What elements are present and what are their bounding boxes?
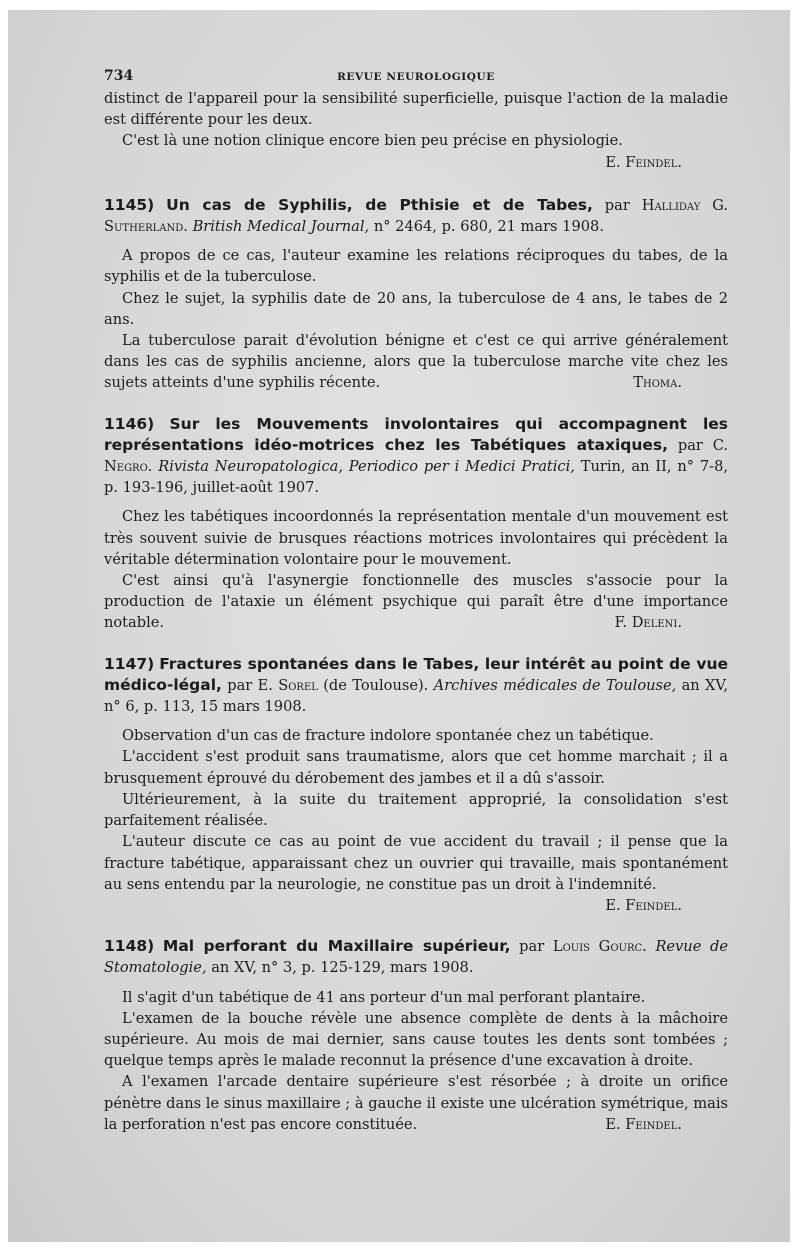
article-paragraph: Ultérieurement, à la suite du traitement approprié, la consolidation s'est parfaitement réalisée.	[104, 790, 728, 830]
article-paragraph: L'accident s'est produit sans traumatisme, alors que cet homme marchait ; il a brusquement éprouvé du dérobement des jambes et il a dû s'assoir.	[104, 748, 728, 787]
article-paragraph: Observation d'un cas de fracture indolore spontanée chez un tabétique.	[122, 727, 654, 745]
article-signature: E. Feindel.	[605, 1115, 682, 1133]
article-by: par	[604, 196, 630, 214]
article-author: Halliday G. Sutherland.	[104, 196, 728, 236]
page-number: 734	[104, 68, 134, 84]
article-author-location: (de Toulouse).	[323, 676, 429, 694]
article-number: 1145)	[104, 195, 155, 214]
article-paragraph-text: La tuberculose parait d'évolution bénigne et c'est ce qui arrive généralement dans les cas de syphilis ancienne, alors que la tuberculose marche vite chez les sujets atteints d'une syphilis récente.	[104, 332, 728, 392]
article-1146	[104, 414, 728, 634]
article-reference: Turin, an II, n° 7-8, p. 193-196, juillet-août 1907.	[104, 458, 729, 497]
document-page	[104, 66, 728, 1135]
article-paragraph-text: C'est ainsi qu'à l'asynergie fonctionnelle des muscles s'associe pour la production de l'ataxie un élément psychique qui paraît être d'une importance notable.	[104, 572, 728, 632]
article-author: C. Negro.	[104, 436, 728, 476]
article-paragraph: L'examen de la bouche révèle une absence complète de dents à la mâchoire supérieure. Au mois de mai dernier, sans cause toutes les dents sont tombées ; quelque temps après le malade reconnut la présence d'une excavation à droite.	[104, 1009, 728, 1070]
intro-paragraph-1: distinct de l'appareil pour la sensibilité superficielle, puisque l'action de la maladie est différente pour les deux.	[104, 90, 728, 129]
article-paragraph	[104, 330, 728, 394]
article-by: par	[519, 938, 545, 956]
article-1147	[104, 654, 728, 916]
article-paragraph-text: A l'examen l'arcade dentaire supérieure s'est résorbée ; à droite un orifice pénètre dans le sinus maxillaire ; à gauche il existe une ulcération symétrique, mais la perforation n'est pas encore constituée.	[104, 1073, 728, 1133]
article-reference: an XV, n° 3, p. 125-129, mars 1908.	[211, 959, 474, 977]
article-signature: E. Feindel.	[605, 896, 682, 914]
article-1148	[104, 936, 728, 1135]
article-title: Mal perforant du Maxillaire supérieur,	[162, 937, 511, 956]
article-paragraph: A propos de ce cas, l'auteur examine les relations réciproques du tabes, de la syphilis et de la tuberculose.	[104, 247, 728, 286]
article-number: 1148)	[104, 937, 155, 956]
intro-section	[104, 88, 728, 173]
article-heading	[104, 936, 728, 978]
article-by: par	[677, 436, 703, 454]
article-heading	[104, 654, 728, 718]
article-number: 1147)	[104, 654, 155, 673]
article-signature: Thoma.	[633, 374, 682, 392]
article-journal: Rivista Neuropatologica, Periodico per i Medici Pratici,	[158, 458, 575, 476]
article-number: 1146)	[104, 414, 155, 433]
article-journal: British Medical Journal,	[192, 218, 370, 236]
intro-paragraph-2: C'est là une notion clinique encore bien peu précise en physiologie.	[122, 132, 623, 150]
article-1145	[104, 195, 728, 394]
article-signature: F. Deleni.	[614, 614, 682, 632]
article-paragraph: Chez le sujet, la syphilis date de 20 ans, la tuberculose de 4 ans, le tabes de 2 ans.	[104, 289, 728, 328]
article-by: par	[227, 676, 253, 694]
article-heading	[104, 195, 728, 237]
article-paragraph	[104, 831, 728, 916]
article-paragraph: Chez les tabétiques incoordonnés la représentation mentale d'un mouvement est très souvent suivie de brusques réactions motrices involontaires qui précèdent la véritable détermination volontaire pour le mouvement.	[104, 508, 728, 568]
article-author: E. Sorel	[257, 676, 318, 694]
article-paragraph	[104, 570, 728, 634]
article-paragraph	[104, 1071, 728, 1135]
article-title: Sur les Mouvements involontaires qui accompagnent les représentations idéo-motrices chez les Tabétiques ataxiques,	[104, 414, 728, 454]
page-header	[104, 66, 728, 88]
article-reference: n° 2464, p. 680, 21 mars 1908.	[373, 218, 604, 236]
article-title: Fractures spontanées dans le Tabes, leur intérêt au point de vue médico-légal,	[104, 654, 729, 694]
intro-signature: E. Feindel.	[605, 153, 682, 171]
article-heading	[104, 414, 728, 499]
article-journal: Revue de Stomatologie,	[104, 938, 728, 977]
article-reference: an XV, n° 6, p. 113, 15 mars 1908.	[104, 676, 729, 716]
article-author: Louis Gourc.	[552, 938, 647, 956]
article-title: Un cas de Syphilis, de Pthisie et de Tabes,	[166, 195, 593, 214]
article-paragraph: Il s'agit d'un tabétique de 41 ans porteur d'un mal perforant plantaire.	[122, 988, 646, 1006]
running-title: REVUE NEUROLOGIQUE	[337, 71, 495, 83]
article-journal: Archives médicales de Toulouse,	[433, 676, 677, 694]
article-paragraph-text: L'auteur discute ce cas au point de vue accident du travail ; il pense que la fracture tabétique, apparaissant chez un ouvrier qui travaille, mais spontanément au sens entendu par la neurologie, ne constitue pas un droit à l'indemnité.	[104, 833, 728, 893]
